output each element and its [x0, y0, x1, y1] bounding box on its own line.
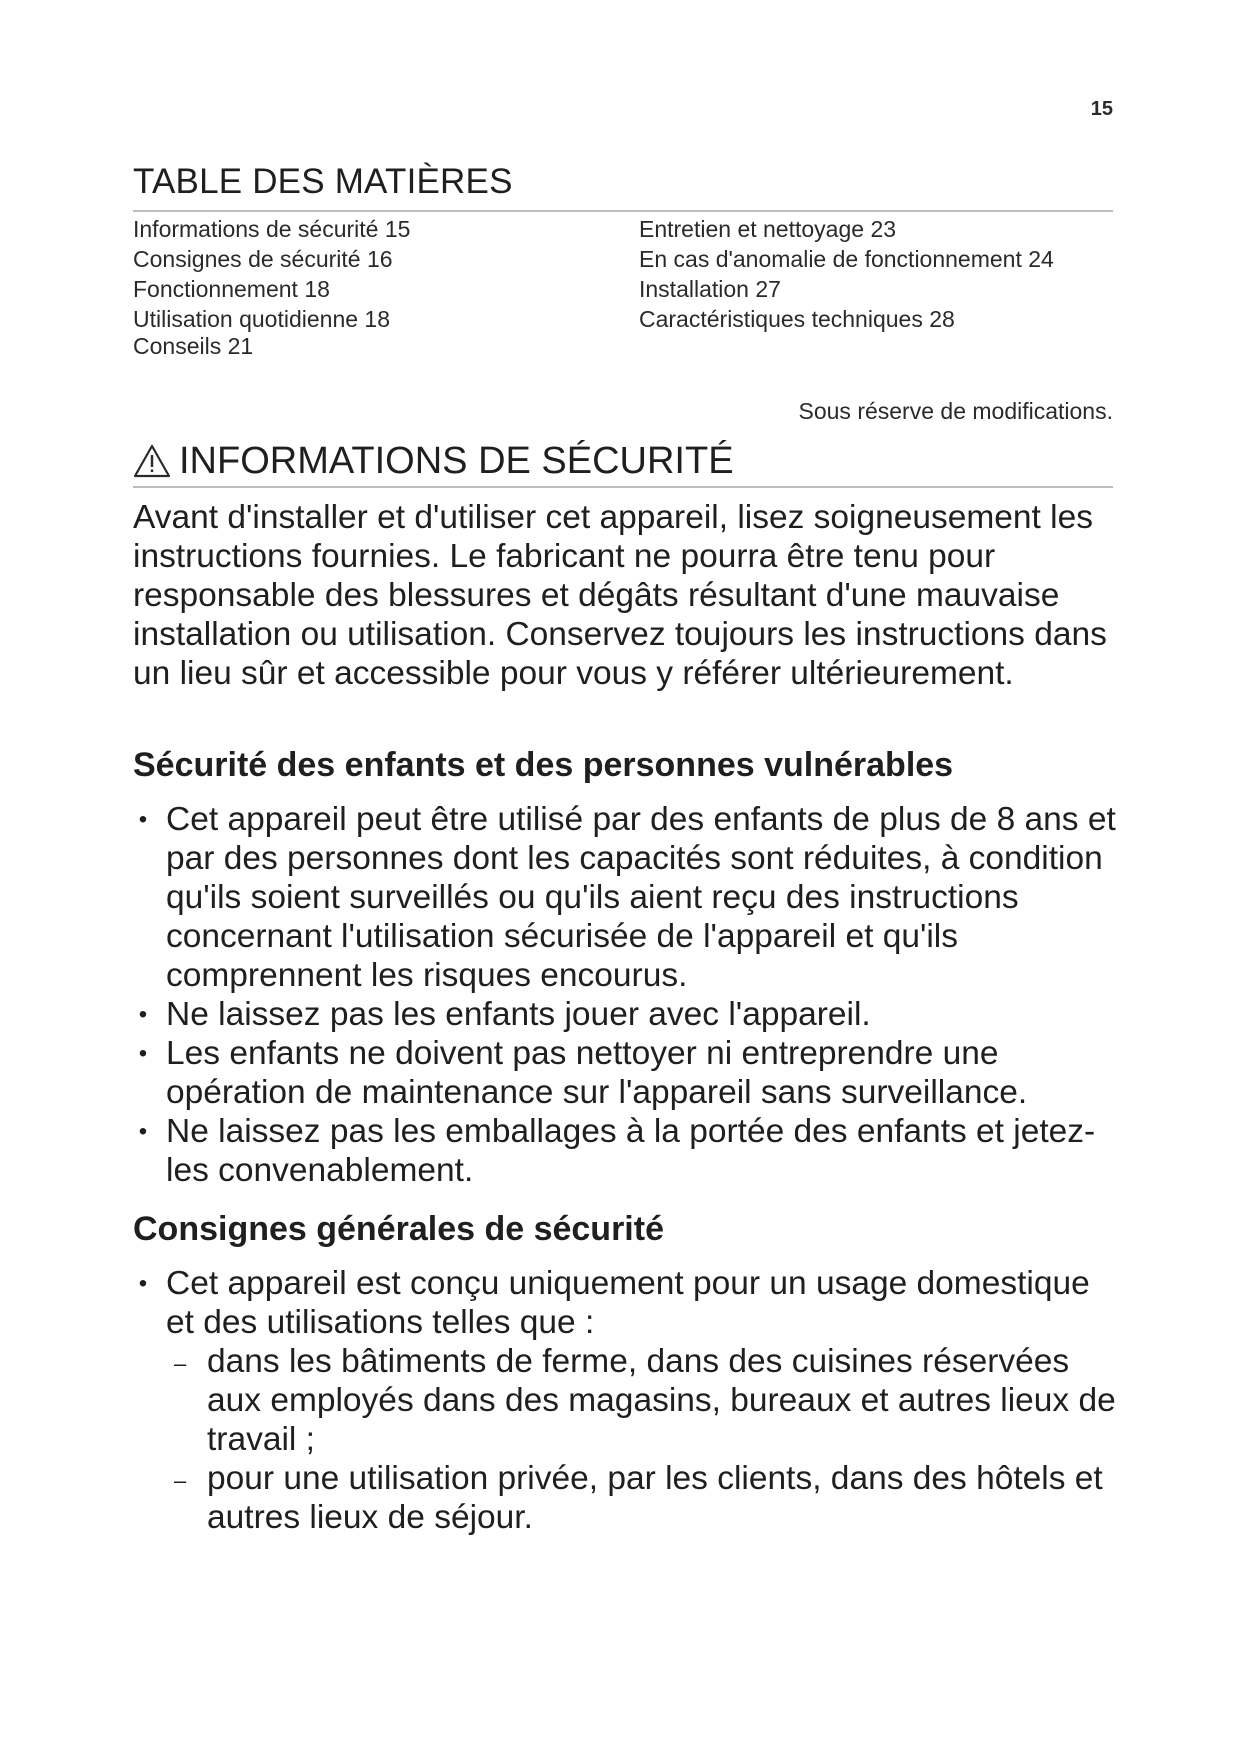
subject-to-change-note: Sous réserve de modifications. [798, 398, 1113, 424]
toc-right-column [639, 214, 1119, 334]
sub-list-item-text: pour une utilisation privée, par les clients, dans des hôtels et autres lieux de séjour. [207, 1460, 1103, 1536]
toc-item[interactable]: En cas d'anomalie de fonctionnement 24 [639, 246, 1054, 272]
safety-section-title: INFORMATIONS DE SÉCURITÉ [179, 440, 734, 482]
safety-section-heading [133, 438, 734, 484]
page-number: 15 [1090, 98, 1113, 120]
bullet-icon: • [138, 1001, 148, 1028]
bullet-icon: • [138, 1040, 148, 1067]
list-item [133, 800, 1123, 995]
list-item-text: Cet appareil peut être utilisé par des enfants de plus de 8 ans et par des personnes dont les capacités sont réduites, à condition qu'ils soient surveillés ou qu'ils aient reçu des instructions concernant l'utilisation sécurisée de l'appareil et qu'ils comprennent les risques encourus. [166, 801, 1116, 994]
toc-item[interactable]: Consignes de sécurité 16 [133, 246, 393, 272]
list-item-text: Ne laissez pas les emballages à la portée des enfants et jetez-les convenablement. [166, 1113, 1096, 1189]
toc-divider [133, 210, 1113, 212]
list-item-text: Les enfants ne doivent pas nettoyer ni entreprendre une opération de maintenance sur l'appareil sans surveillance. [166, 1035, 1028, 1111]
list-item [133, 1264, 1123, 1537]
sub-list-item [166, 1342, 1123, 1459]
sub-list-item-text: dans les bâtiments de ferme, dans des cuisines réservées aux employés dans des magasins, bureaux et autres lieux de travail ; [207, 1343, 1116, 1458]
usage-sub-list [166, 1342, 1123, 1537]
toc-item[interactable]: Fonctionnement 18 [133, 276, 330, 302]
list-item [133, 1112, 1123, 1190]
bullet-icon: • [138, 1270, 148, 1297]
safety-section-divider [133, 486, 1113, 488]
sub-list-item [166, 1459, 1123, 1537]
list-item [133, 995, 1123, 1034]
warning-triangle-icon [133, 444, 171, 478]
children-safety-list [133, 800, 1123, 1190]
bullet-icon: • [138, 1118, 148, 1145]
general-safety-list [133, 1264, 1123, 1537]
dash-icon: – [174, 1351, 187, 1376]
toc-left-column [133, 214, 633, 361]
toc-item[interactable]: Caractéristiques techniques 28 [639, 306, 955, 332]
children-safety-heading: Sécurité des enfants et des personnes vulnérables [133, 746, 954, 784]
general-safety-heading: Consignes générales de sécurité [133, 1210, 664, 1248]
manual-page [133, 0, 1116, 1754]
bullet-icon: • [138, 806, 148, 833]
toc-item[interactable]: Informations de sécurité 15 [133, 216, 411, 242]
safety-intro-paragraph: Avant d'installer et d'utiliser cet appareil, lisez soigneusement les instructions fournies. Le fabricant ne pourra être tenu pour responsable des blessures et dégâts résultant d'une mauvaise installation ou utilisation. Conservez toujours les instructions dans un lieu sûr et accessible pour vous y référer ultérieurement. [133, 499, 1107, 692]
list-item-text: Cet appareil est conçu uniquement pour un usage domestique et des utilisations telles que : [166, 1265, 1090, 1341]
toc-item[interactable]: Utilisation quotidienne 18 [133, 306, 391, 332]
toc-item[interactable]: Installation 27 [639, 276, 781, 302]
toc-title: TABLE DES MATIÈRES [133, 162, 513, 201]
dash-icon: – [174, 1468, 187, 1493]
list-item [133, 1034, 1123, 1112]
toc-item[interactable]: Conseils 21 [133, 333, 254, 359]
list-item-text: Ne laissez pas les enfants jouer avec l'appareil. [166, 996, 871, 1033]
toc-item[interactable]: Entretien et nettoyage 23 [639, 216, 897, 242]
